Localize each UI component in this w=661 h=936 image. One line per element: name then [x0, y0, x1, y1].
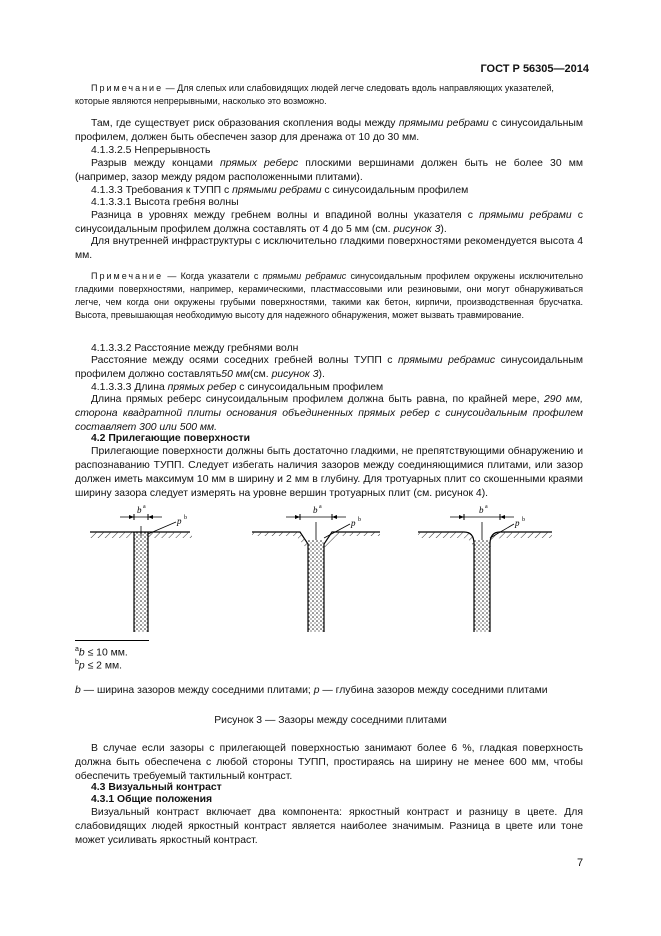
section-4-2: 4.2 Прилегающие поверхности [91, 433, 250, 444]
footnote-b: $^b$p ≤ 2 мм. [75, 659, 123, 672]
note-1 [75, 82, 583, 108]
paragraph-6-percent: В случае если зазоры с прилегающей поверхностью занимают более 6 %, гладкая поверхность должна быть обеспечена с любой стороны ТУПП, простираясь на ширину не менее 600 мм, чтобы обеспечить требуемый тактильный контраст. [75, 743, 583, 782]
paragraph-height: Разница в уровнях между гребнем волны и впадиной волны указателя с прямыми ребрами с синусоидальным профилем должна составлять от 4 до 5 мм (см. рисунок 3). [75, 210, 583, 235]
label-p: p [515, 518, 520, 528]
gap-detail-rounded [418, 504, 552, 632]
section-4-3: 4.3 Визуальный контраст [91, 782, 222, 793]
paragraph-break: Разрыв между концами прямых реберс плоскими вершинами должен быть не более 30 мм (например, зазор между рядом расположенными плитами). [75, 158, 583, 183]
label-b: b [313, 505, 318, 515]
label-p: p [177, 516, 182, 526]
label-b: b [479, 505, 484, 515]
note-text: — Для слепых или слабовидящих людей легче следовать вдоль направляющих указателей, которые являются непрерывными, насколько это возможно. [75, 83, 554, 106]
note-2: Примечание — Когда указатели с прямыми ребрамис синусоидальным профилем окружены исключительно гладкими поверхностями, например, керамическими, пластмассовыми или резиновыми, они могут обнаруживаться легче, чем когда они окружены грубыми поверхностями, такими как бетон, кирпичи, производственная брусчатка. Высота, превышающая необходимую высоту для надежного обнаружения, может вызвать травмирование. [75, 271, 583, 320]
figure-3-gaps [80, 492, 600, 632]
paragraph-length: Длина прямых реберс синусоидальным профилем должна быть равна, по крайней мере, 290 мм, сторона квадратной плиты основания объединенных прямых ребер с синусоидальным профилем составляет 300 или 500 мм. [75, 394, 584, 433]
paragraph-internal: Для внутренней инфраструктуры с исключительно гладкими поверхностями рекомендуется высота 4 мм. [75, 236, 583, 261]
figure-caption: Рисунок 3 — Зазоры между соседними плитами [214, 715, 447, 726]
label-b: b [137, 505, 142, 515]
section-4-1-3-3-1: 4.1.3.3.1 Высота гребня волны [91, 197, 239, 208]
label-p: p [351, 518, 356, 528]
paragraph-visual-contrast: Визуальный контраст включает два компонента: яркостный контраст и разницу в цвете. Для слабовидящих людей яркостный контраст является наиболее значимым. Разница в цвете или тоне может усиливать яркостный контраст. [75, 807, 583, 846]
section-4-1-3-3-3: 4.1.3.3.3 Длина прямых ребер с синусоидальным профилем [91, 382, 384, 393]
paragraph-distance: Расстояние между осями соседних гребней волны ТУПП с прямыми ребрамис синусоидальным профилем должно составлять50 мм(см. рисунок 3). [75, 355, 583, 380]
footnote-rule [75, 640, 149, 641]
paragraph-drainage: Там, где существует риск образования скопления воды между прямыми ребрами с синусоидальным профилем, должен быть обеспечен зазор для дренажа от 10 до 30 мм. [75, 118, 583, 143]
footnote-a: $^a$b ≤ 10 мм. [75, 646, 128, 659]
note-label: Примечание [91, 271, 164, 281]
label-b-sup: a [319, 504, 322, 510]
page-number: 7 [577, 857, 584, 869]
label-p-sup: b [184, 515, 187, 521]
section-4-1-3-3-2: 4.1.3.3.2 Расстояние между гребнями волн [91, 343, 299, 354]
section-4-1-3-3: 4.1.3.3 Требования к ТУПП с прямыми ребрами с синусоидальным профилем [91, 185, 469, 196]
label-b-sup: a [143, 504, 146, 510]
label-p-sup: b [522, 517, 525, 523]
document-header: ГОСТ Р 56305—2014 [480, 63, 589, 75]
figure-legend: b — ширина зазоров между соседними плитами; p — глубина зазоров между соседними плитами [75, 685, 548, 696]
gap-detail-chamfer [252, 504, 380, 632]
note-label: Примечание [91, 83, 164, 93]
section-4-3-1: 4.3.1 Общие положения [91, 794, 213, 805]
paragraph-adjacent: Прилегающие поверхности должны быть достаточно гладкими, не препятствующими обнаружению и распознаванию ТУПП. Следует избегать наличия зазоров между соединяющимися плитами, или зазор должен иметь максимум 10 мм в ширину и 2 мм в глубину. Для тротуарных плит со скошенными краями ширину зазора следует измерять на уровне вершин тротуарных плит (см. рисунок 4). [75, 446, 583, 499]
gap-detail-square [90, 504, 192, 632]
label-b-sup: a [485, 504, 488, 510]
label-p-sup: b [358, 517, 361, 523]
section-4-1-3-2-5: 4.1.3.2.5 Непрерывность [91, 145, 211, 156]
